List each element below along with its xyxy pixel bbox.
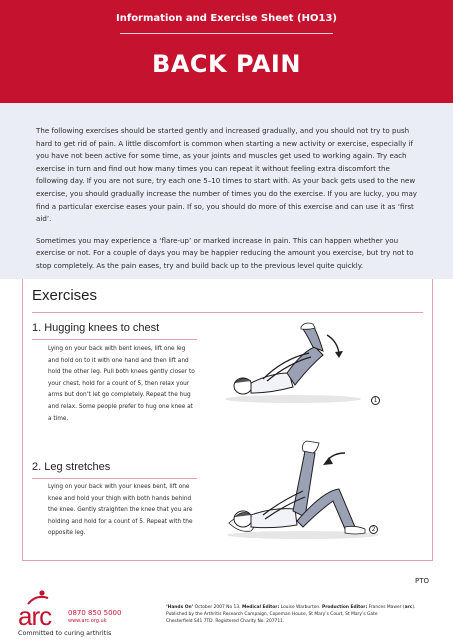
exercises-heading: Exercises: [32, 287, 98, 304]
credits-magazine-name: ‘Hands On’: [166, 605, 194, 610]
credits-line-2: Published by the Arthritis Research Campaign, Copeman House, St Mary’s Court, St Mary’s Gate: [166, 612, 378, 618]
please-turn-over: PTO: [414, 577, 429, 585]
figure-1-number: 1: [371, 396, 380, 405]
exercise-1-title: 1. Hugging knees to chest: [32, 322, 160, 334]
exercises-panel: [22, 279, 433, 561]
arc-logo-text: arc: [18, 601, 52, 631]
credits-issue: October 2007 No 13.: [193, 605, 242, 610]
exercise-2-text: Lying on your back with your knees bent, lift one knee and hold your thigh with both hands behind the knee. Gently straighten the knee that you are holding and hold for a count of 5. Repeat with the opposite leg.: [48, 484, 193, 537]
page-title: BACK PAIN: [152, 50, 301, 78]
exercise-2-divider: [32, 478, 197, 479]
header-banner: [0, 0, 453, 103]
hugging-knees-illustration: [223, 321, 373, 411]
intro-paragraph-2: Sometimes you may experience a ‘flare-up’ or marked increase in pain. This can happen whether you exercise or not. For a couple of days you may be happier reducing the amount you exercise, but try not to stop completely. As the pain eases, try and build back up to the previous level quite quickly.: [36, 235, 414, 270]
credits-arc: arc: [404, 605, 413, 610]
arc-website: www.arc.org.uk: [68, 618, 107, 624]
credits-production-editor-label: Production Editor:: [321, 605, 368, 610]
leg-stretch-illustration: [223, 431, 383, 546]
credits-production-editor: Frances Mawer (: [367, 605, 405, 610]
exercises-divider: [32, 312, 423, 313]
intro-paragraph-1: The following exercises should be started gently and increased gradually, and you should not try to push hard to get rid of pain. A little discomfort is common when starting a new activity or exercise, especially if you have not been active for some time, as your joints and muscles get used to working again. Try each exercise in turn and find out how many times you can repeat it without feeling extra discomfort the following day. If you are not sure, try each one 5–10 times to start with. As your back gets used to the new exercise, you should gradually increase the number of times you do the exercise. If you are lucky, you may find a particular exercise eases your pain. If so, you should do more of this exercise and can use it as ‘first aid’.: [36, 126, 418, 224]
exercise-1-text: Lying on your back with bent knees, lift one leg and hold on to it with one hand and then lift and hold the other leg. Pull both knees gently closer to your chest, hold for a count of 5, then relax your arms but don’t let go completely. Repeat the hug and relax. Some people prefer to hug one knee at a time.: [48, 346, 195, 422]
credits-close: ).: [412, 605, 416, 610]
sheet-label: Information and Exercise Sheet (HO13): [116, 13, 337, 24]
figure-2-number: 2: [369, 525, 378, 534]
arc-phone: 0870 850 5000: [68, 609, 122, 617]
arc-tagline: Committed to curing arthritis: [18, 629, 112, 637]
credits-medical-editor: Louise Warburton.: [279, 605, 322, 610]
intro-panel: [0, 103, 453, 279]
header-divider: [120, 33, 333, 34]
exercise-2-title: 2. Leg stretches: [32, 461, 111, 473]
credits-line-1: [166, 604, 441, 611]
credits-line-3: Chesterfield S41 7TD. Registered Charity No. 207711.: [166, 619, 285, 625]
credits-medical-editor-label: Medical Editor:: [241, 605, 280, 610]
exercise-1-divider: [32, 339, 197, 340]
publication-credits: [166, 604, 441, 626]
